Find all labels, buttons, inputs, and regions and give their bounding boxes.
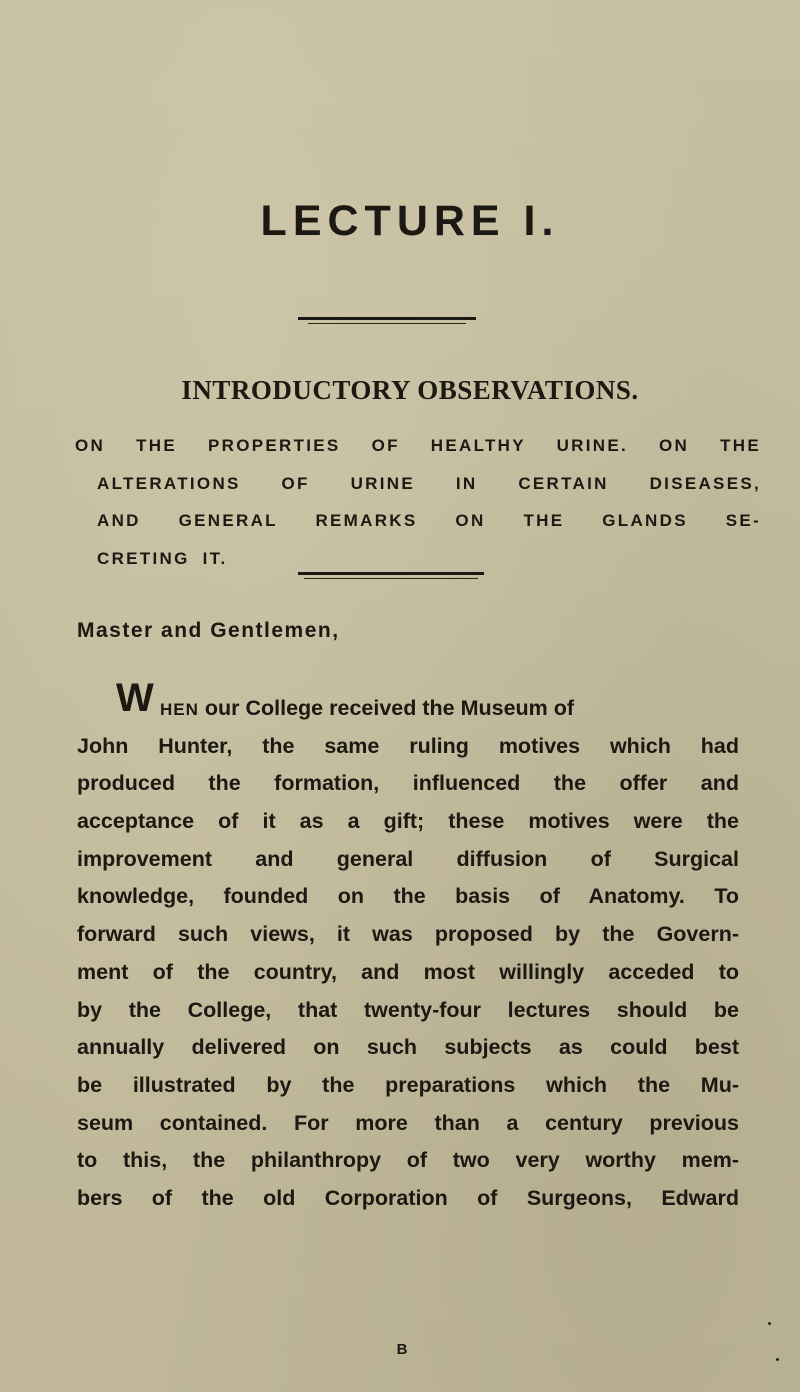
first-line-text: our College received the Museum of (198, 696, 575, 720)
subtitle-line: CRETING IT. (97, 549, 228, 569)
drop-cap: W (116, 676, 154, 720)
body-text (77, 728, 739, 1218)
title-rule (298, 317, 476, 320)
body-line: improvement and general diffusion of Surgical (77, 846, 739, 871)
subtitle-line: AND GENERAL REMARKS ON THE GLANDS SE- (97, 511, 761, 531)
section-rule (298, 572, 484, 575)
body-line: annually delivered on such subjects as could best (77, 1035, 739, 1060)
body-line: acceptance of it as a gift; these motives were the (77, 809, 739, 834)
body-line: be illustrated by the preparations which the Mu- (77, 1072, 739, 1097)
lecture-title: LECTURE I. (260, 197, 560, 245)
body-line: John Hunter, the same ruling motives which had (77, 733, 739, 758)
subtitle-line: ON THE PROPERTIES OF HEALTHY URINE. ON THE (75, 436, 761, 455)
body-line: forward such views, it was proposed by the Govern- (77, 922, 739, 947)
first-word-smallcaps: HEN (160, 700, 199, 719)
salutation: Master and Gentlemen, (77, 619, 340, 642)
ink-speck (768, 1322, 771, 1325)
body-line: to this, the philanthropy of two very worthy mem- (77, 1148, 739, 1173)
ink-speck (776, 1358, 779, 1361)
signature-mark: B (396, 1341, 408, 1358)
subtitle-line: ALTERATIONS OF URINE IN CERTAIN DISEASES, (97, 473, 761, 493)
body-line: knowledge, founded on the basis of Anatomy. To (77, 884, 739, 909)
body-line: produced the formation, influenced the offer and (77, 771, 739, 796)
section-subtitle (75, 427, 761, 578)
body-line: by the College, that twenty-four lectures should be (77, 997, 739, 1022)
first-body-line (160, 690, 740, 729)
body-line: bers of the old Corporation of Surgeons, Edward (77, 1185, 739, 1210)
section-heading: INTRODUCTORY OBSERVATIONS. (181, 375, 639, 405)
body-line: seum contained. For more than a century previous (77, 1110, 739, 1135)
body-line: ment of the country, and most willingly acceded to (77, 959, 739, 984)
